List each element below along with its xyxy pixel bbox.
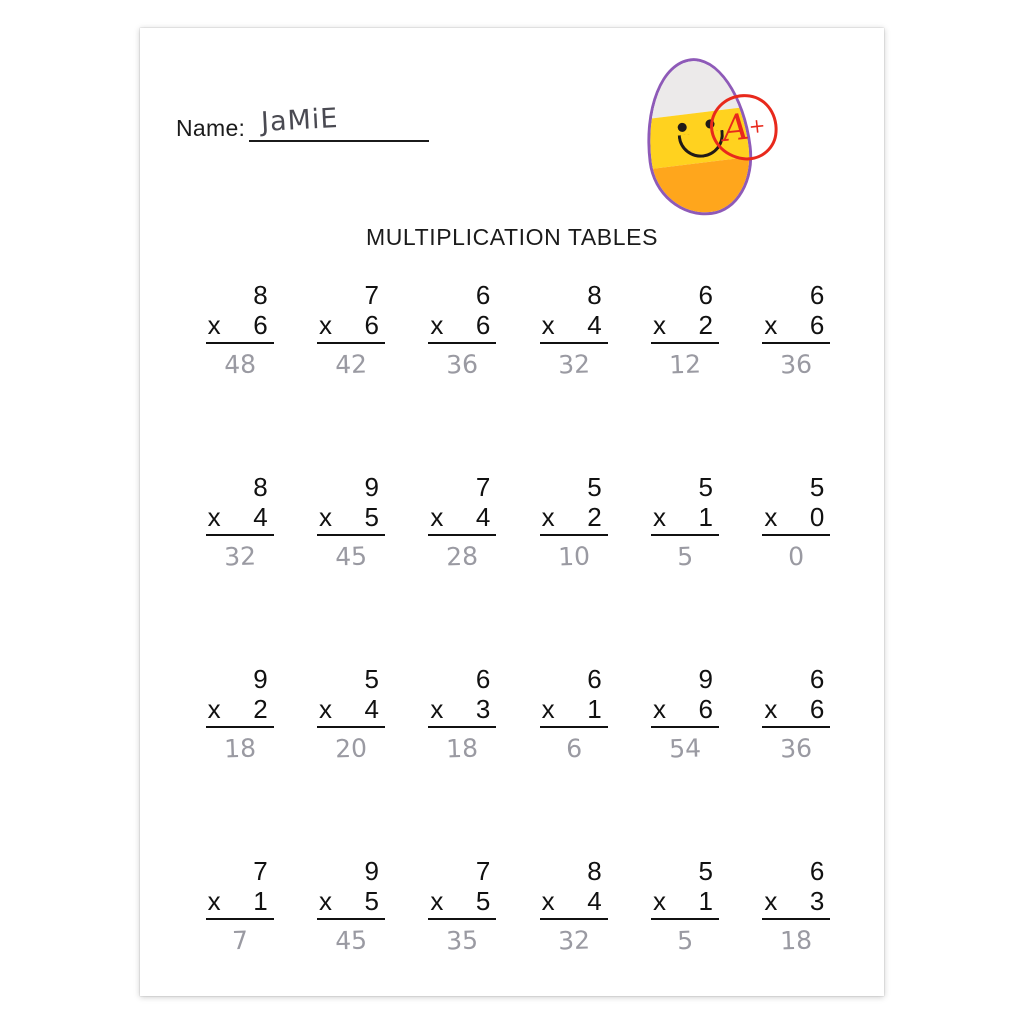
- problem-answer[interactable]: 12: [668, 349, 702, 380]
- problem-item: [295, 472, 406, 584]
- problem-bottom-number: 3: [809, 886, 825, 916]
- problem-top-number: 7: [475, 856, 491, 886]
- problem-item: [184, 280, 295, 392]
- problem-item: [184, 856, 295, 968]
- problem-operator: x: [207, 502, 221, 532]
- problem-grid: [184, 280, 852, 968]
- problem-bottom-number: 5: [475, 886, 491, 916]
- problem-top-number: 9: [698, 664, 713, 694]
- problem-top-number: 5: [698, 856, 713, 886]
- problem-top-number: 7: [475, 472, 491, 502]
- problem-operator: x: [430, 502, 444, 532]
- candy-corn-sticker: [638, 46, 768, 226]
- problem-answer[interactable]: 36: [446, 349, 479, 380]
- problem-operator: x: [430, 310, 444, 340]
- problem-bottom-number: 2: [698, 310, 713, 340]
- problem-answer[interactable]: 6: [565, 733, 583, 764]
- problem-item: [518, 472, 629, 584]
- problem-answer[interactable]: 45: [334, 541, 368, 572]
- problem-item: [295, 856, 406, 968]
- problem-operator: x: [430, 886, 444, 916]
- problem-bottom-number: 5: [364, 502, 379, 532]
- problem-answer[interactable]: 32: [223, 541, 257, 572]
- problem-item: [184, 664, 295, 776]
- problem-top-number: 6: [809, 280, 825, 310]
- problem-bottom-number: 6: [809, 310, 825, 340]
- problem-item: [518, 280, 629, 392]
- problem-top-number: 9: [364, 856, 379, 886]
- problem-item: [741, 280, 852, 392]
- problem-item: [407, 472, 518, 584]
- grade-stamp: [710, 94, 778, 160]
- problem-answer[interactable]: 0: [787, 541, 805, 572]
- problem-item: [407, 856, 518, 968]
- problem-bottom-number: 1: [698, 502, 713, 532]
- problem-answer[interactable]: 54: [668, 733, 702, 764]
- problem-item: [407, 664, 518, 776]
- problem-bottom-number: 1: [587, 694, 602, 724]
- problem-top-number: 8: [587, 856, 602, 886]
- problem-answer[interactable]: 32: [557, 925, 591, 956]
- page-title: MULTIPLICATION TABLES: [365, 224, 659, 250]
- problem-top-number: 9: [253, 664, 268, 694]
- problem-operator: x: [430, 694, 444, 724]
- problem-item: [518, 664, 629, 776]
- problem-operator: x: [318, 886, 332, 916]
- problem-bottom-number: 6: [698, 694, 713, 724]
- problem-top-number: 6: [809, 856, 825, 886]
- name-label: Name:: [176, 115, 246, 141]
- problem-top-number: 6: [698, 280, 713, 310]
- problem-item: [629, 856, 740, 968]
- problem-bottom-number: 0: [809, 502, 825, 532]
- problem-bottom-number: 5: [364, 886, 379, 916]
- problem-top-number: 6: [475, 280, 491, 310]
- problem-operator: x: [764, 502, 778, 532]
- problem-answer[interactable]: 18: [446, 733, 479, 764]
- problem-top-number: 5: [809, 472, 825, 502]
- problem-top-number: 5: [364, 664, 379, 694]
- problem-bottom-number: 4: [364, 694, 379, 724]
- worksheet-page: [140, 28, 884, 996]
- problem-operator: x: [541, 886, 555, 916]
- problem-operator: x: [652, 694, 666, 724]
- problem-top-number: 7: [253, 856, 268, 886]
- problem-operator: x: [764, 694, 778, 724]
- problem-bottom-number: 3: [475, 694, 491, 724]
- student-name-handwriting: JaMiE: [260, 102, 340, 139]
- problem-answer[interactable]: 5: [676, 541, 694, 572]
- problem-operator: x: [652, 886, 666, 916]
- problem-top-number: 8: [253, 472, 268, 502]
- problem-bottom-number: 4: [253, 502, 268, 532]
- problem-bottom-number: 1: [698, 886, 713, 916]
- problem-operator: x: [207, 886, 221, 916]
- problem-item: [629, 664, 740, 776]
- problem-operator: x: [652, 310, 666, 340]
- problem-item: [741, 472, 852, 584]
- problem-answer[interactable]: 48: [223, 349, 257, 380]
- problem-operator: x: [764, 310, 778, 340]
- problem-top-number: 9: [364, 472, 379, 502]
- problem-operator: x: [207, 694, 221, 724]
- problem-item: [629, 472, 740, 584]
- problem-answer[interactable]: 36: [780, 733, 813, 764]
- problem-answer[interactable]: 45: [334, 925, 368, 956]
- problem-operator: x: [652, 502, 666, 532]
- problem-answer[interactable]: 18: [223, 733, 257, 764]
- problem-operator: x: [318, 310, 332, 340]
- problem-bottom-number: 6: [809, 694, 825, 724]
- problem-item: [518, 856, 629, 968]
- problem-answer[interactable]: 18: [780, 925, 813, 956]
- problem-item: [184, 472, 295, 584]
- problem-answer[interactable]: 7: [231, 925, 249, 956]
- problem-answer[interactable]: 5: [676, 925, 694, 956]
- problem-item: [741, 664, 852, 776]
- problem-answer[interactable]: 42: [334, 349, 368, 380]
- problem-top-number: 6: [475, 664, 491, 694]
- problem-operator: x: [318, 694, 332, 724]
- problem-bottom-number: 4: [475, 502, 491, 532]
- problem-answer[interactable]: 28: [446, 541, 479, 572]
- problem-top-number: 7: [364, 280, 379, 310]
- problem-bottom-number: 6: [364, 310, 379, 340]
- problem-operator: x: [318, 502, 332, 532]
- problem-answer[interactable]: 32: [557, 349, 591, 380]
- grade-letter: A +: [720, 106, 767, 150]
- problem-bottom-number: 2: [587, 502, 602, 532]
- problem-bottom-number: 2: [253, 694, 268, 724]
- problem-top-number: 6: [809, 664, 825, 694]
- problem-bottom-number: 6: [475, 310, 491, 340]
- problem-operator: x: [207, 310, 221, 340]
- problem-item: [295, 280, 406, 392]
- name-input[interactable]: [249, 102, 429, 142]
- problem-operator: x: [541, 310, 555, 340]
- problem-top-number: 5: [698, 472, 713, 502]
- problem-top-number: 6: [587, 664, 602, 694]
- problem-answer[interactable]: 10: [557, 541, 591, 572]
- problem-top-number: 8: [253, 280, 268, 310]
- problem-item: [629, 280, 740, 392]
- problem-top-number: 8: [587, 280, 602, 310]
- name-field-row: [176, 102, 429, 142]
- problem-bottom-number: 1: [253, 886, 268, 916]
- problem-item: [295, 664, 406, 776]
- problem-top-number: 5: [587, 472, 602, 502]
- problem-bottom-number: 4: [587, 886, 602, 916]
- problem-item: [741, 856, 852, 968]
- problem-operator: x: [541, 694, 555, 724]
- problem-operator: x: [541, 502, 555, 532]
- problem-operator: x: [764, 886, 778, 916]
- problem-answer[interactable]: 36: [780, 349, 813, 380]
- problem-answer[interactable]: 20: [334, 733, 368, 764]
- problem-bottom-number: 6: [253, 310, 268, 340]
- problem-item: [407, 280, 518, 392]
- problem-answer[interactable]: 35: [446, 925, 479, 956]
- problem-bottom-number: 4: [587, 310, 602, 340]
